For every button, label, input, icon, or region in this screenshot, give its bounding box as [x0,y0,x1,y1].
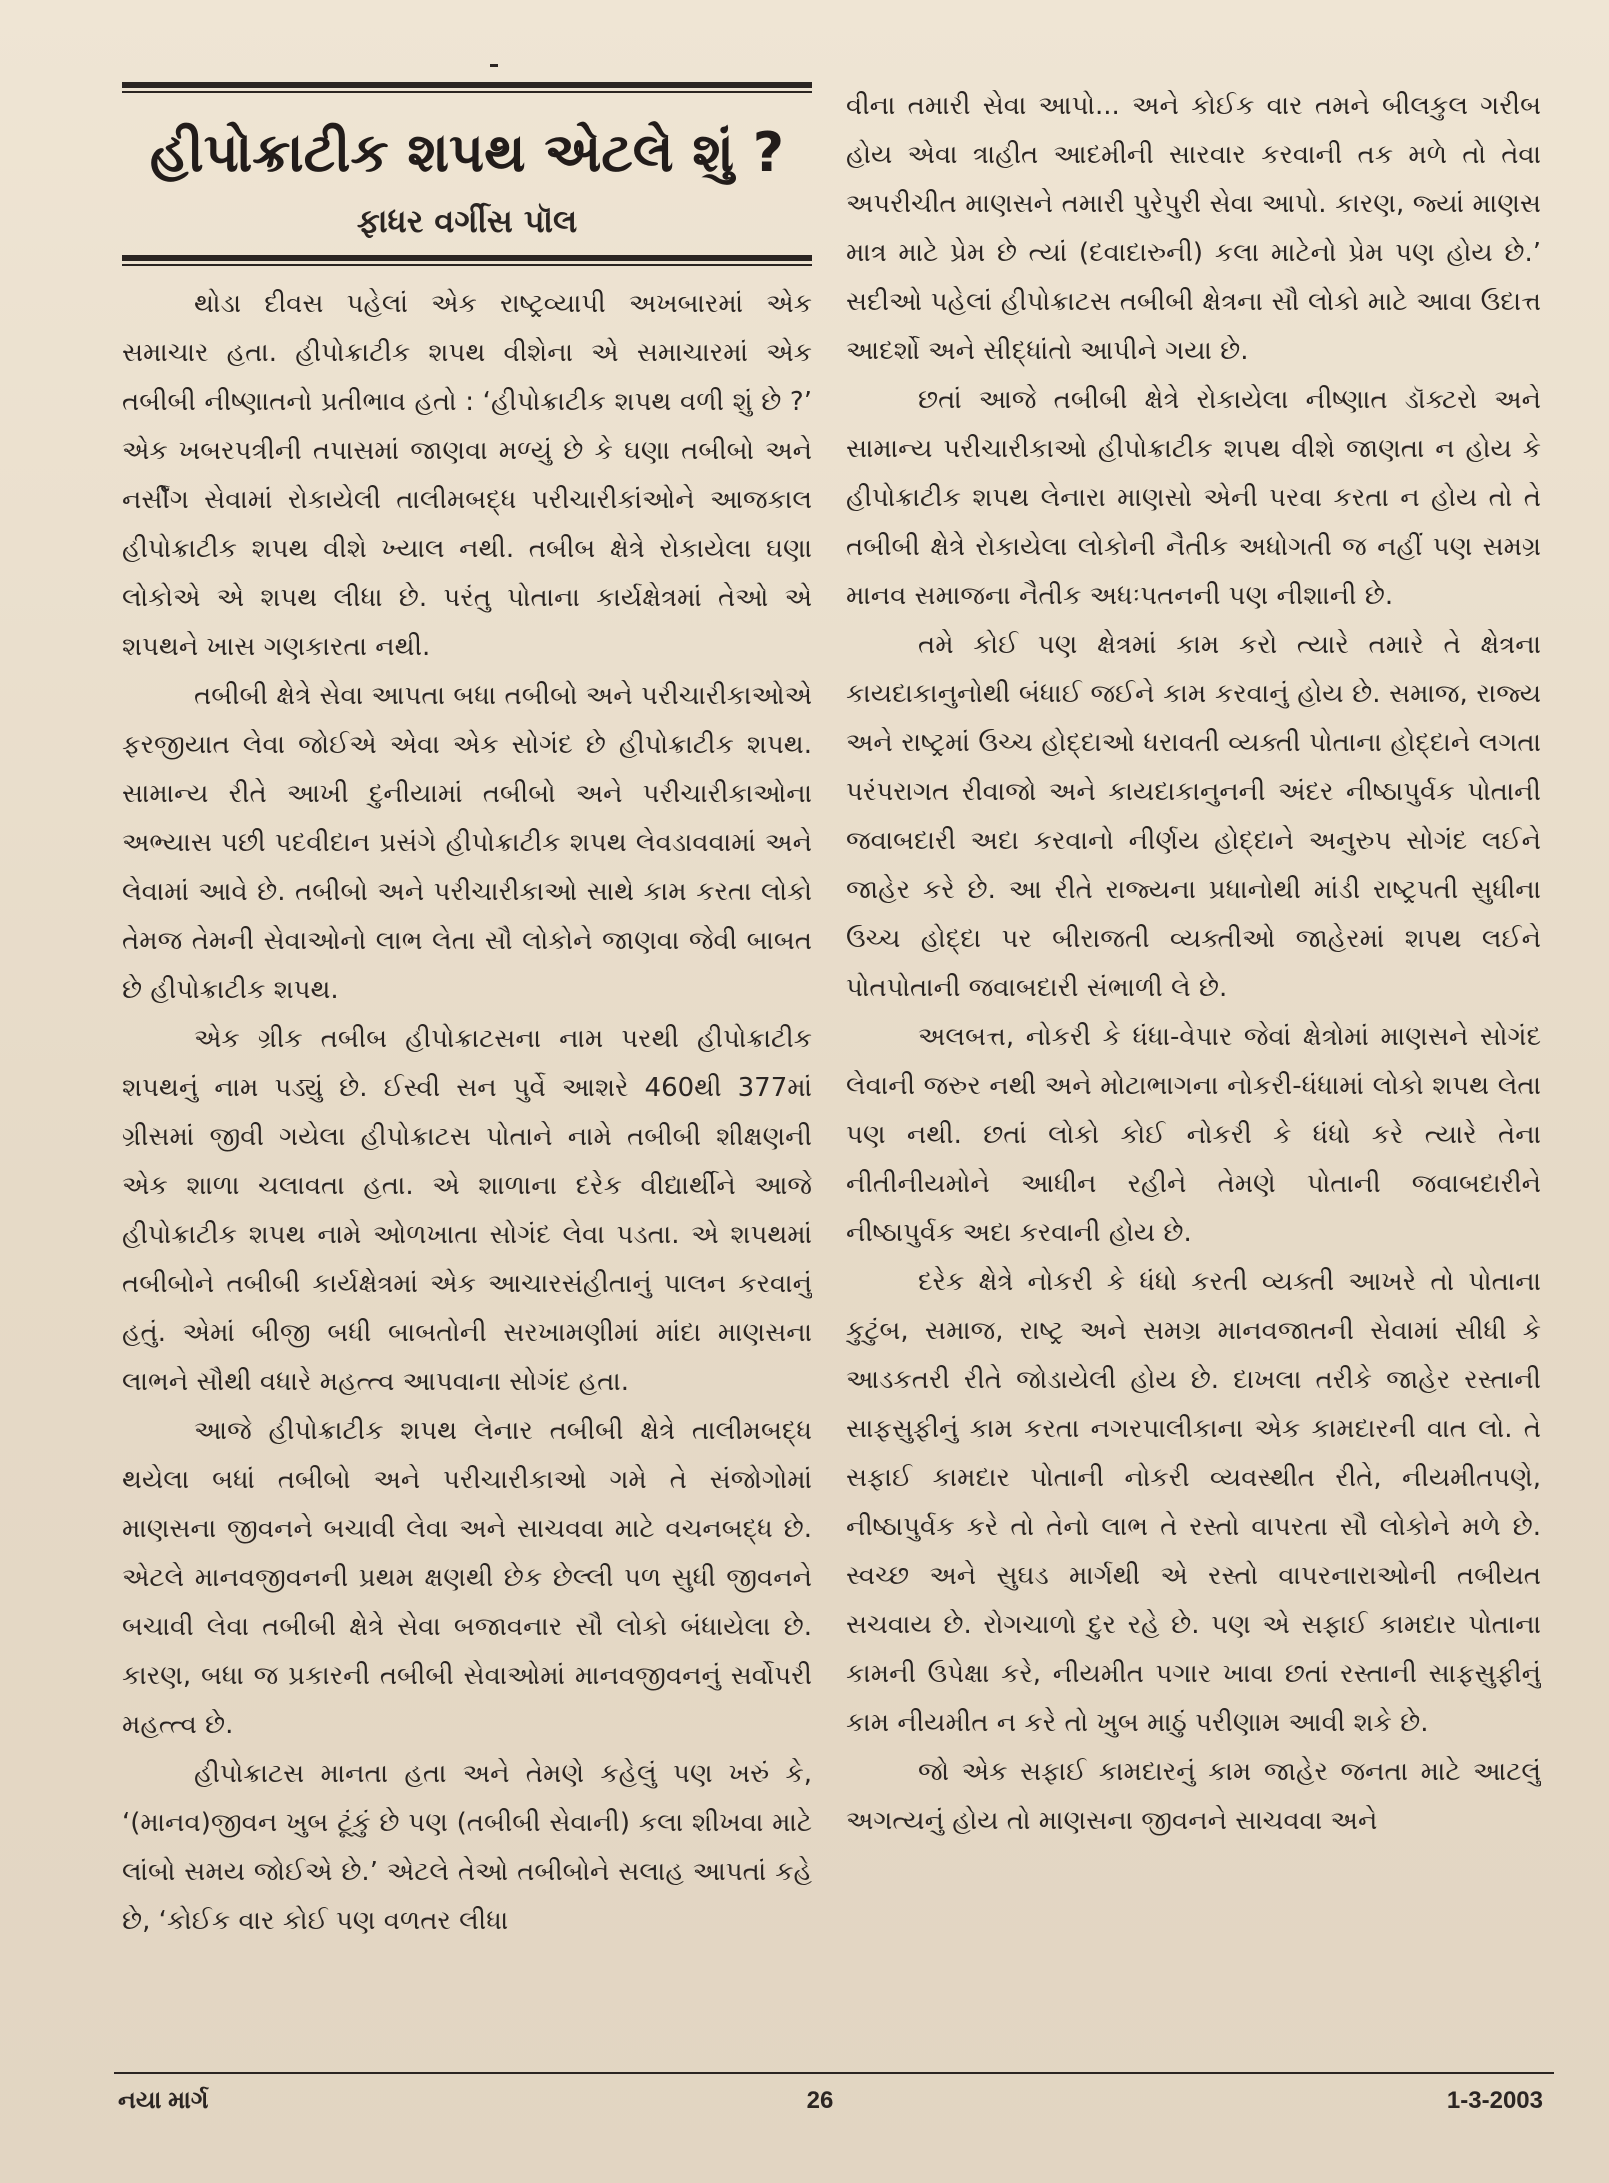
footer-rule [114,2072,1554,2074]
paragraph: છતાં આજે તબીબી ક્ષેત્રે રોકાયેલા નીષ્ણાત ડૉક્ટરો અને સામાન્ય પરીચારીકાઓ હીપોક્રાટીક શપથ વીશે જાણતા ન હોય કે હીપોક્રાટીક શપથ લેનારા માણસો એની પરવા કરતા ન હોય તો તે તબીબી ક્ષેત્રે રોકાયેલા લોકોની નૈતીક અધોગતી જ નહીં પણ સમગ્ર માનવ સમાજના નૈતીક અધઃપતનની પણ નીશાની છે. [846,385,1541,611]
rule-thick [122,82,812,88]
paragraph: અલબત્ત, નોકરી કે ધંધા-વેપાર જેવાં ક્ષેત્રોમાં માણસને સોગંદ લેવાની જરુર નથી અને મોટાભાગના નોકરી-ધંધામાં લોકો શપથ લેતા પણ નથી. છતાં લોકો કોઈ નોકરી કે ધંધો કરે ત્યારે તેના નીતીનીયમોને આધીન રહીને તેમણે પોતાની જવાબદારીને નીષ્ઠાપુર્વક અદા કરવાની હોય છે. [846,1022,1541,1248]
footer-date: 1-3-2003 [1446,2087,1543,2114]
right-column [846,82,1541,2042]
paragraph: વીના તમારી સેવા આપો... અને કોઈક વાર તમને બીલકુલ ગરીબ હોય એવા ત્રાહીત આદમીની સારવાર કરવાની તક મળે તો તેવા અપરીચીત માણસને તમારી પુરેપુરી સેવા આપો. કારણ, જ્યાં માણસ માત્ર માટે પ્રેમ છે ત્યાં (દવાદારુની) કલા માટેનો પ્રેમ પણ હોય છે.’ સદીઓ પહેલાં હીપોક્રાટસ તબીબી ક્ષેત્રના સૌ લોકો માટે આવા ઉદાત્ત આદર્શો અને સીદ્ધાંતો આપીને ગયા છે. [846,91,1541,366]
rule-thick [122,255,812,261]
left-column [122,82,812,2042]
footer-page-number: 26 [806,2087,834,2114]
rule-thin [122,264,812,266]
top-dash-mark [490,64,498,67]
paragraph: દરેક ક્ષેત્રે નોકરી કે ધંધો કરતી વ્યક્તી આખરે તો પોતાના કુટુંબ, સમાજ, રાષ્ટ્ર અને સમગ્ર માનવજાતની સેવામાં સીધી કે આડકતરી રીતે જોડાયેલી હોય છે. દાખલા તરીકે જાહેર રસ્તાની સાફસુફીનું કામ કરતા નગરપાલીકાના એક કામદારની વાત લો. તે સફાઈ કામદાર પોતાની નોકરી વ્યવસ્થીત રીતે, નીયમીતપણે, નીષ્ઠાપુર્વક કરે તો તેનો લાભ તે રસ્તો વાપરતા સૌ લોકોને મળે છે. સ્વચ્છ અને સુઘડ માર્ગથી એ રસ્તો વાપરનારાઓની તબીયત સચવાય છે. રોગચાળો દુર રહે છે. પણ એ સફાઈ કામદાર પોતાના કામની ઉપેક્ષા કરે, નીયમીત પગાર ખાવા છતાં રસ્તાની સાફસુફીનું કામ નીયમીત ન કરે તો ખુબ માઠું પરીણામ આવી શકે છે. [846,1267,1541,1738]
paragraph: થોડા દીવસ પહેલાં એક રાષ્ટ્રવ્યાપી અખબારમાં એક સમાચાર હતા. હીપોક્રાટીક શપથ વીશેના એ સમાચારમાં એક તબીબી નીષ્ણાતનો પ્રતીભાવ હતો : ‘હીપોક્રાટીક શપથ વળી શું છે ?’ એક ખબરપત્રીની તપાસમાં જાણવા મળ્યું છે કે ઘણા તબીબો અને નર્સીંગ સેવામાં રોકાયેલી તાલીમબદ્ધ પરીચારીકાંઓને આજકાલ હીપોક્રાટીક શપથ વીશે ખ્યાલ નથી. તબીબ ક્ષેત્રે રોકાયેલા ઘણા લોકોએ એ શપથ લીધા છે. પરંતુ પોતાના કાર્યક્ષેત્રમાં તેઓ એ શપથને ખાસ ગણકારતા નથી. [122,289,812,662]
paragraph: આજે હીપોક્રાટીક શપથ લેનાર તબીબી ક્ષેત્રે તાલીમબદ્ધ થયેલા બધાં તબીબો અને પરીચારીકાઓ ગમે તે સંજોગોમાં માણસના જીવનને બચાવી લેવા અને સાચવવા માટે વચનબદ્ધ છે. એટલે માનવજીવનની પ્રથમ ક્ષણથી છેક છેલ્લી પળ સુધી જીવનને બચાવી લેવા તબીબી ક્ષેત્રે સેવા બજાવનાર સૌ લોકો બંધાયેલા છે. કારણ, બધા જ પ્રકારની તબીબી સેવાઓમાં માનવજીવનનું સર્વોપરી મહત્ત્વ છે. [122,1416,812,1740]
paragraph: હીપોક્રાટસ માનતા હતા અને તેમણે કહેલું પણ ખરું કે, ‘(માનવ)જીવન ખુબ ટૂંકું છે પણ (તબીબી સેવાની) કલા શીખવા માટે લાંબો સમય જોઈએ છે.’ એટલે તેઓ તબીબોને સલાહ આપતાં કહે છે, ‘કોઈક વાર કોઈ પણ વળતર લીધા [122,1759,812,1936]
title-top-rules [122,82,812,93]
article-title: હીપોક્રાટીક શપથ એટલે શું ? [149,121,785,184]
paragraph: તબીબી ક્ષેત્રે સેવા આપતા બધા તબીબો અને પરીચારીકાઓએ ફરજીયાત લેવા જોઈએ એવા એક સોગંદ છે હીપોક્રાટીક શપથ. સામાન્ય રીતે આખી દુનીયામાં તબીબો અને પરીચારીકાઓના અભ્યાસ પછી પદવીદાન પ્રસંગે હીપોક્રાટીક શપથ લેવડાવવામાં અને લેવામાં આવે છે. તબીબો અને પરીચારીકાઓ સાથે કામ કરતા લોકો તેમજ તેમની સેવાઓનો લાભ લેતા સૌ લોકોને જાણવા જેવી બાબત છે હીપોક્રાટીક શપથ. [122,681,812,1005]
footer-magazine-name: નયા માર્ગ [118,2087,209,2114]
paragraph: જો એક સફાઈ કામદારનું કામ જાહેર જનતા માટે આટલું અગત્યનું હોય તો માણસના જીવનને સાચવવા અને [846,1757,1541,1836]
paragraph: એક ગ્રીક તબીબ હીપોક્રાટસના નામ પરથી હીપોક્રાટીક શપથનું નામ પડ્યું છે. ઈસ્વી સન પુર્વે આશરે 460થી 377માં ગ્રીસમાં જીવી ગયેલા હીપોક્રાટસ પોતાને નામે તબીબી શીક્ષણની એક શાળા ચલાવતા હતા. એ શાળાના દરેક વીદ્યાર્થીને આજે હીપોક્રાટીક શપથ નામે ઓળખાતા સોગંદ લેવા પડતા. એ શપથમાં તબીબોને તબીબી કાર્યક્ષેત્રમાં એક આચારસંહીતાનું પાલન કરવાનું હતું. એમાં બીજી બધી બાબતોની સરખામણીમાં માંદા માણસના લાભને સૌથી વધારે મહત્ત્વ આપવાના સોગંદ હતા. [122,1024,812,1397]
rule-thin [122,91,812,93]
article-author: ફાધર વર્ગીસ પૉલ [356,202,578,240]
paragraph: તમે કોઈ પણ ક્ષેત્રમાં કામ કરો ત્યારે તમારે તે ક્ષેત્રના કાયદાકાનુનોથી બંધાઈ જઈને કામ કરવાનું હોય છે. સમાજ, રાજ્ય અને રાષ્ટ્રમાં ઉચ્ચ હોદ્દાઓ ધરાવતી વ્યક્તી પોતાના હોદ્દાને લગતા પરંપરાગત રીવાજો અને કાયદાકાનુનની અંદર નીષ્ઠાપુર્વક પોતાની જવાબદારી અદા કરવાનો નીર્ણય હોદ્દાને અનુરુપ સોગંદ લઈને જાહેર કરે છે. આ રીતે રાજ્યના પ્રધાનોથી માંડી રાષ્ટ્રપતી સુધીના ઉચ્ચ હોદ્દા પર બીરાજતી વ્યક્તીઓ જાહેરમાં શપથ લઈને પોતપોતાની જવાબદારી સંભાળી લે છે. [846,630,1541,1003]
title-bottom-rules [122,255,812,266]
